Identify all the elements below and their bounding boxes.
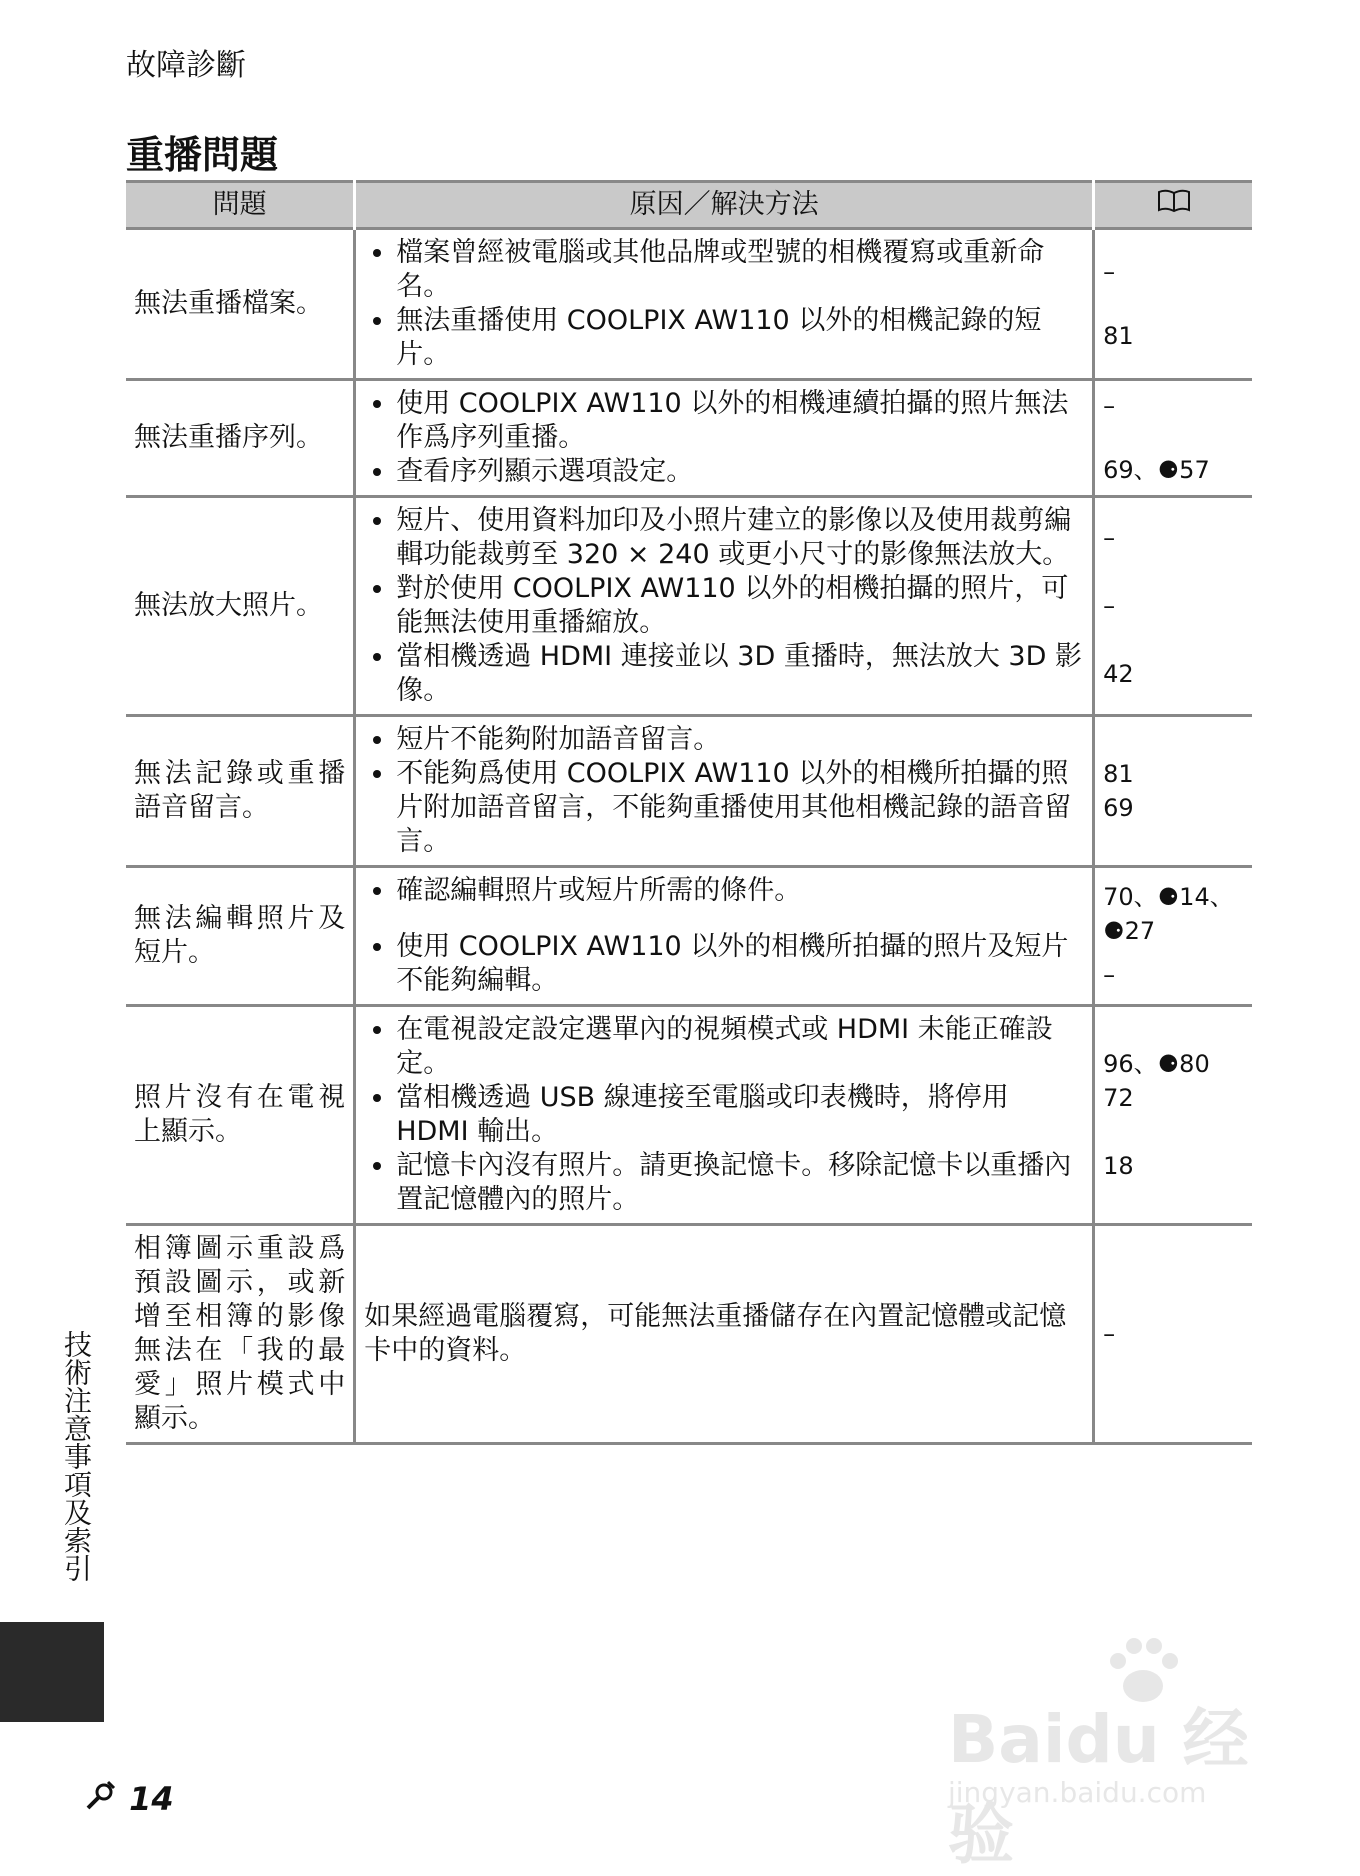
table-row (126, 380, 1252, 497)
reference-cell (1094, 380, 1252, 497)
cause-item: • 記憶卡內沒有照片。請更換記憶卡。移除記憶卡以重播內置記憶體內的照片。 (396, 1149, 1084, 1217)
watermark-url: jingyan.baidu.com (948, 1776, 1207, 1809)
reference-item: – (1103, 524, 1116, 552)
cause-item: • 使用 COOLPIX AW110 以外的相機連續拍攝的照片無法作爲序列重播。 (396, 387, 1084, 455)
watermark (948, 1626, 1268, 1873)
reference-item: – (1103, 258, 1116, 286)
troubleshooting-table (126, 180, 1252, 1445)
cause-item: • 在電視設定設定選單內的視頻模式或 HDMI 未能正確設定。 (396, 1013, 1084, 1081)
reference-cell (1094, 716, 1252, 867)
cause-cell (355, 1225, 1094, 1444)
cause-column-header: 原因／解決方法 (355, 182, 1094, 229)
cause-item: • 對於使用 COOLPIX AW110 以外的相機拍攝的照片，可能無法使用重播縮放。 (396, 572, 1084, 640)
cause-item: • 使用 COOLPIX AW110 以外的相機所拍攝的照片及短片不能夠編輯。 (396, 930, 1084, 998)
reference-cell (1094, 1225, 1252, 1444)
table-row (126, 1006, 1252, 1225)
section-title: 重播問題 (126, 133, 279, 177)
reference-cell (1094, 229, 1252, 380)
cause-item: • 短片不能夠附加語音留言。 (396, 723, 1084, 757)
sidebar-tab (0, 1622, 104, 1722)
reference-cell (1094, 497, 1252, 716)
problem-cell: 照片沒有在電視上顯示。 (126, 1006, 355, 1225)
table-row (126, 497, 1252, 716)
reference-item: 96、⚈80 (1103, 1050, 1210, 1078)
reference-item: 81 (1103, 760, 1134, 788)
cause-cell (355, 867, 1094, 1006)
table-row (126, 229, 1252, 380)
cause-item: • 不能夠爲使用 COOLPIX AW110 以外的相機所拍攝的照片附加語音留言，不能夠重播使用其他相機記錄的語音留言。 (396, 757, 1084, 859)
cause-item: • 確認編輯照片或短片所需的條件。 (396, 874, 1084, 908)
reference-item: 69、⚈57 (1103, 456, 1210, 484)
reference-item: – (1103, 592, 1116, 620)
cause-cell (355, 229, 1094, 380)
cause-cell (355, 716, 1094, 867)
cause-item: 如果經過電腦覆寫，可能無法重播儲存在內置記憶體或記憶卡中的資料。 (364, 1301, 1067, 1366)
cause-item: • 查看序列顯示選項設定。 (396, 455, 1084, 489)
cause-item: • 檔案曾經被電腦或其他品牌或型號的相機覆寫或重新命名。 (396, 236, 1084, 304)
page-header: 故障診斷 (126, 48, 246, 83)
book-icon (1157, 189, 1191, 213)
cause-item: • 無法重播使用 COOLPIX AW110 以外的相機記錄的短片。 (396, 304, 1084, 372)
tools-icon (84, 1780, 118, 1810)
reference-cell (1094, 867, 1252, 1006)
reference-item: – (1103, 1320, 1116, 1348)
table-row (126, 716, 1252, 867)
page-number-text: 14 (129, 1780, 174, 1818)
problem-cell: 無法記錄或重播語音留言。 (126, 716, 355, 867)
problem-cell: 無法放大照片。 (126, 497, 355, 716)
reference-item: – (1103, 392, 1116, 420)
reference-item: 42 (1103, 660, 1134, 688)
reference-item: – (1103, 961, 1116, 989)
page-number (84, 1780, 174, 1818)
table-row (126, 867, 1252, 1006)
cause-cell (355, 380, 1094, 497)
cause-item: • 短片、使用資料加印及小照片建立的影像以及使用裁剪編輯功能裁剪至 320 × 240 或更小尺寸的影像無法放大。 (396, 504, 1084, 572)
reference-column-header (1094, 182, 1252, 229)
watermark-brand: Baidu 经验 (948, 1701, 1249, 1873)
table-row (126, 1225, 1252, 1444)
problem-cell: 無法編輯照片及短片。 (126, 867, 355, 1006)
problem-cell: 相簿圖示重設爲預設圖示，或新增至相簿的影像無法在「我的最愛」照片模式中顯示。 (126, 1225, 355, 1444)
cause-item: • 當相機透過 HDMI 連接並以 3D 重播時，無法放大 3D 影像。 (396, 640, 1084, 708)
cause-cell (355, 497, 1094, 716)
problem-cell: 無法重播檔案。 (126, 229, 355, 380)
sidebar-section-label: 技術注意事項及索引 (60, 1330, 93, 1582)
reference-cell (1094, 1006, 1252, 1225)
reference-item: 69 (1103, 794, 1134, 822)
table-header-row (126, 182, 1252, 229)
reference-item: 72 (1103, 1084, 1134, 1112)
reference-item: 18 (1103, 1152, 1134, 1180)
problem-cell: 無法重播序列。 (126, 380, 355, 497)
problem-column-header: 問題 (126, 182, 355, 229)
reference-item: 70、⚈14、⚈27 (1103, 883, 1234, 945)
reference-item: 81 (1103, 322, 1134, 350)
cause-item: • 當相機透過 USB 線連接至電腦或印表機時，將停用 HDMI 輸出。 (396, 1081, 1084, 1149)
cause-cell (355, 1006, 1094, 1225)
